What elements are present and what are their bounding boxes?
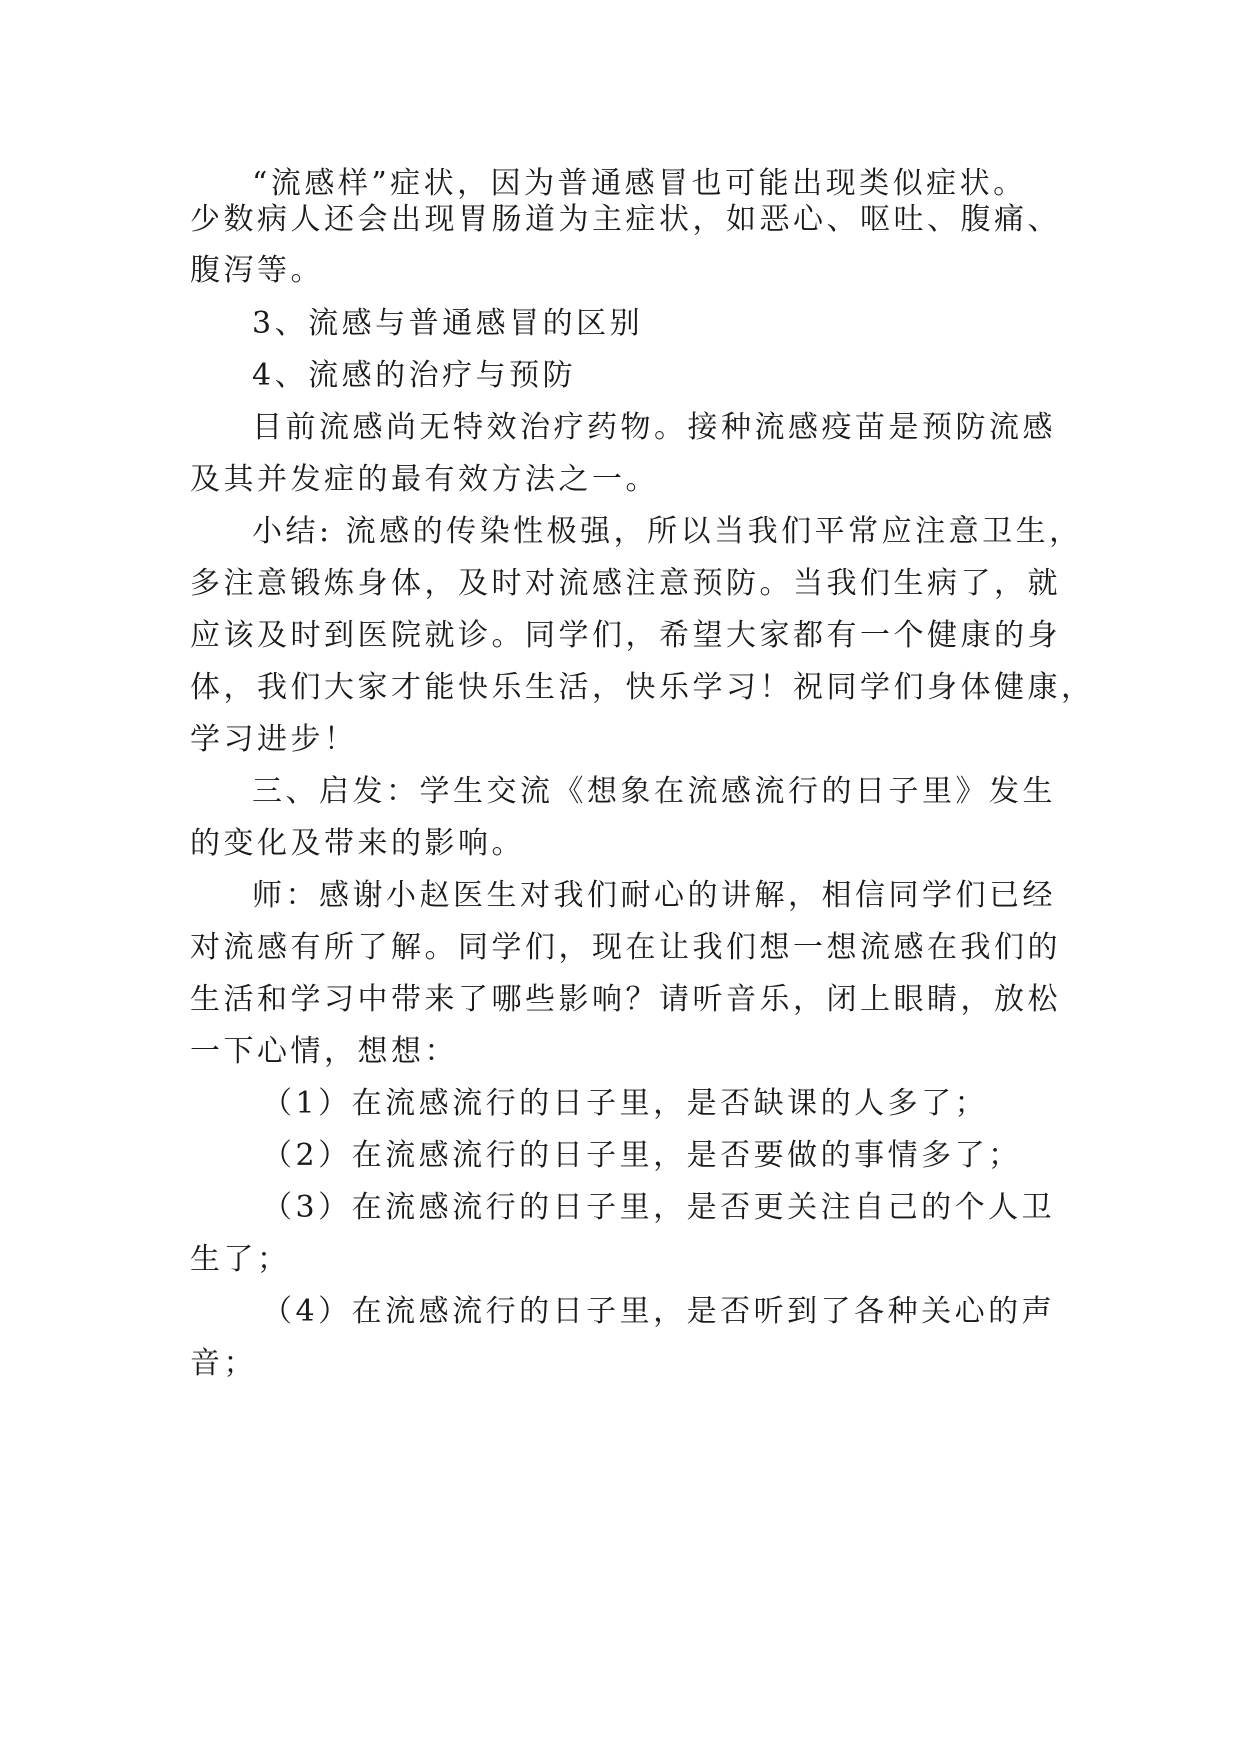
text-line: 生了；: [190, 1242, 291, 1277]
list-item: （4）在流感流行的日子里，是否听到了各种关心的声: [262, 1294, 1056, 1329]
text-line: 学习进步！: [190, 722, 358, 757]
text-line: 目前流感尚无特效治疗药物。接种流感疫苗是预防流感: [252, 410, 1056, 445]
text-line: 3、流感与普通感冒的区别: [252, 306, 644, 341]
text-line: 音；: [190, 1346, 257, 1381]
text-line: 生活和学习中带来了哪些影响？请听音乐，闭上眼睛，放松: [190, 982, 1061, 1017]
list-item: （1）在流感流行的日子里，是否缺课的人多了；: [262, 1086, 989, 1121]
text-line: 及其并发症的最有效方法之一。: [190, 462, 659, 497]
text-line: 应该及时到医院就诊。同学们，希望大家都有一个健康的身: [190, 618, 1061, 653]
text-line: 对流感有所了解。同学们，现在让我们想一想流感在我们的: [190, 930, 1061, 965]
text-line: 多注意锻炼身体，及时对流感注意预防。当我们生病了，就: [190, 566, 1061, 601]
list-item: （2）在流感流行的日子里，是否要做的事情多了；: [262, 1138, 1022, 1173]
text-line: 小结: 流感的传染性极强，所以当我们平常应注意卫生，: [252, 514, 1083, 549]
text-line: 一下心情，想想：: [190, 1034, 458, 1069]
text-line: 三、启发：学生交流《想象在流感流行的日子里》发生: [252, 774, 1056, 809]
list-item: （3）在流感流行的日子里，是否更关注自己的个人卫: [262, 1190, 1056, 1225]
text-line: “流感样”症状，因为普通感冒也可能出现类似症状。: [252, 166, 1027, 201]
text-line: 4、流感的治疗与预防: [252, 358, 577, 393]
text-line: 腹泻等。: [190, 253, 324, 288]
text-line: 少数病人还会出现胃肠道为主症状，如恶心、呕吐、腹痛、: [190, 202, 1061, 237]
text-line: 的变化及带来的影响。: [190, 826, 525, 861]
text-line: 体，我们大家才能快乐生活，快乐学习！祝同学们身体健康，: [190, 670, 1095, 705]
text-line: 师：感谢小赵医生对我们耐心的讲解，相信同学们已经: [252, 878, 1056, 913]
